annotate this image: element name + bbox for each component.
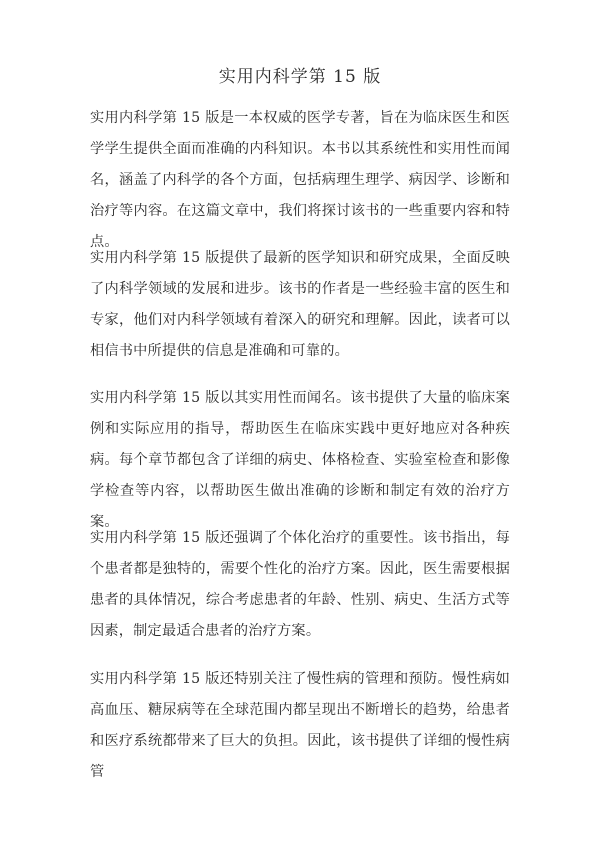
paragraph-4: 实用内科学第 15 版还强调了个体化治疗的重要性。该书指出，每个患者都是独特的，需要个性化的治疗方案。因此，医生需要根据患者的具体情况，综合考虑患者的年龄、性别、病史、生活方式等因素，制定最适合患者的治疗方案。 [90,530,510,639]
page-title: 实用内科学第 15 版 [218,67,382,87]
paragraph-2: 实用内科学第 15 版提供了最新的医学知识和研究成果，全面反映了内科学领域的发展和进步。该书的作者是一些经验丰富的医生和专家，他们对内科学领域有着深入的研究和理解。因此，读者可以相信书中所提供的信息是准确和可靠的。 [90,250,510,359]
paragraph-3: 实用内科学第 15 版以其实用性而闻名。该书提供了大量的临床案例和实际应用的指导，帮助医生在临床实践中更好地应对各种疾病。每个章节都包含了详细的病史、体格检查、实验室检查和影像学检查等内容，以帮助医生做出准确的诊断和制定有效的治疗方案。 [90,390,510,530]
paragraph-1: 实用内科学第 15 版是一本权威的医学专著，旨在为临床医生和医学学生提供全面而准确的内科知识。本书以其系统性和实用性而闻名，涵盖了内科学的各个方面，包括病理生理学、病因学、诊断和治疗等内容。在这篇文章中，我们将探讨该书的一些重要内容和特点。 [90,110,510,250]
paragraph-5: 实用内科学第 15 版还特别关注了慢性病的管理和预防。慢性病如高血压、糖尿病等在全球范围内都呈现出不断增长的趋势，给患者和医疗系统都带来了巨大的负担。因此，该书提供了详细的慢性病管 [90,671,510,780]
